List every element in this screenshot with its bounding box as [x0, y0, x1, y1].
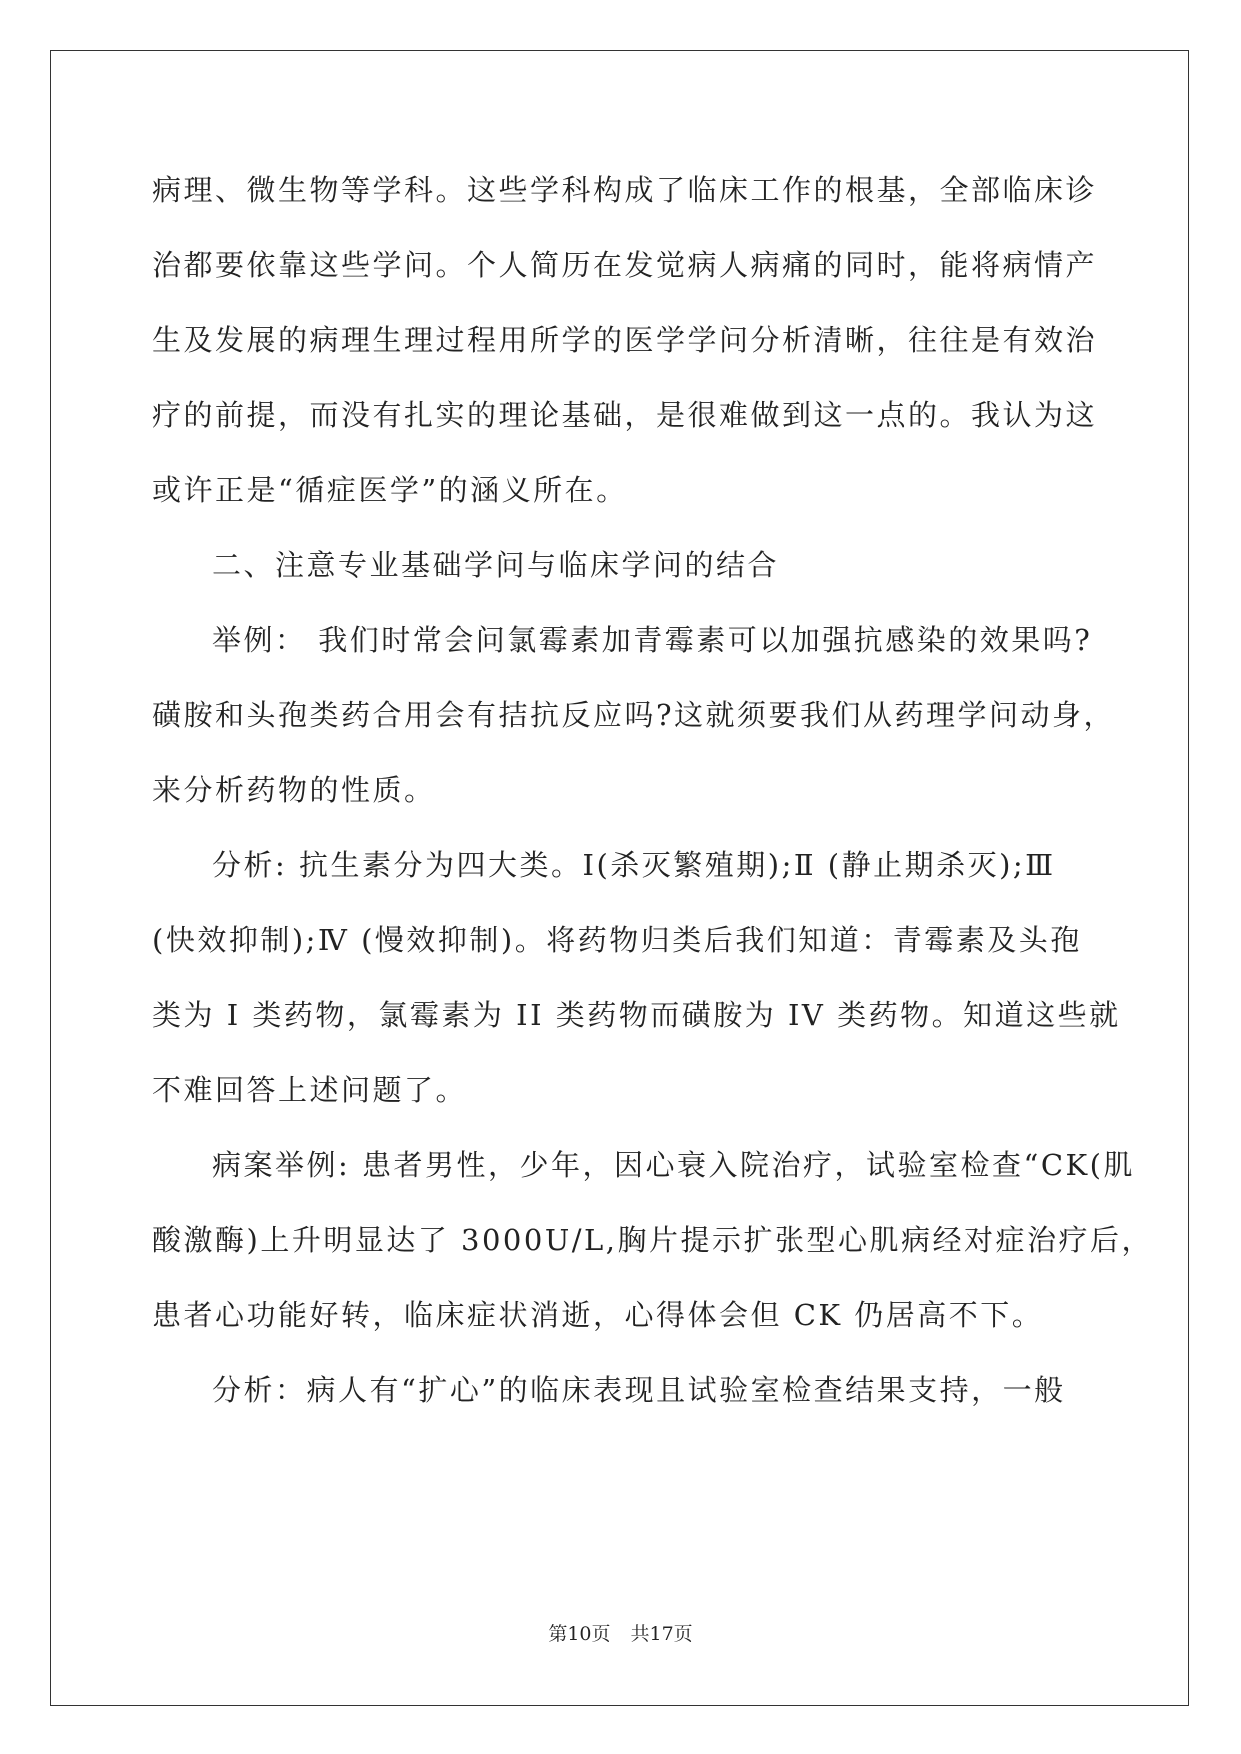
page-number-current: 第10页	[548, 1623, 611, 1645]
text-line: 疗的前提，而没有扎实的理论基础，是很难做到这一点的。我认为这	[152, 398, 1098, 432]
text-line: 分析: 抗生素分为四大类。Ⅰ(杀灭繁殖期);Ⅱ (静止期杀灭);Ⅲ	[212, 848, 1056, 882]
text-line: 来分析药物的性质。	[152, 773, 436, 807]
text-line: 病理、微生物等学科。这些学科构成了临床工作的根基，全部临床诊	[152, 173, 1098, 207]
text-line: 病案举例: 患者男性，少年，因心衰入院治疗，试验室检查“CK(肌	[212, 1148, 1135, 1182]
text-line: (快效抑制);Ⅳ (慢效抑制)。将药物归类后我们知道：青霉素及头孢	[152, 923, 1082, 957]
text-line: 磺胺和头孢类药合用会有拮抗反应吗?这就须要我们从药理学问动身，	[152, 698, 1116, 732]
text-line: 举例： 我们时常会问氯霉素加青霉素可以加强抗感染的效果吗?	[212, 623, 1093, 657]
text-line: 酸激酶)上升明显达了 3000U/L,胸片提示扩张型心肌病经对症治疗后，	[152, 1223, 1154, 1257]
text-line: 分析：病人有“扩心”的临床表现且试验室检查结果支持，一般	[212, 1373, 1066, 1407]
text-line: 或许正是“循症医学”的涵义所在。	[152, 473, 628, 507]
page-footer	[0, 1622, 1241, 1646]
section-heading: 二、注意专业基础学问与临床学问的结合	[212, 548, 780, 582]
page-number-total: 共17页	[630, 1623, 693, 1645]
text-line: 类为 I 类药物，氯霉素为 II 类药物而磺胺为 IV 类药物。知道这些就	[152, 998, 1121, 1032]
text-line: 治都要依靠这些学问。个人简历在发觉病人病痛的同时，能将病情产	[152, 248, 1098, 282]
text-line: 生及发展的病理生理过程用所学的医学学问分析清晰，往往是有效治	[152, 323, 1098, 357]
text-line: 不难回答上述问题了。	[152, 1073, 468, 1107]
text-line: 患者心功能好转，临床症状消逝，心得体会但 CK 仍居高不下。	[152, 1298, 1044, 1332]
